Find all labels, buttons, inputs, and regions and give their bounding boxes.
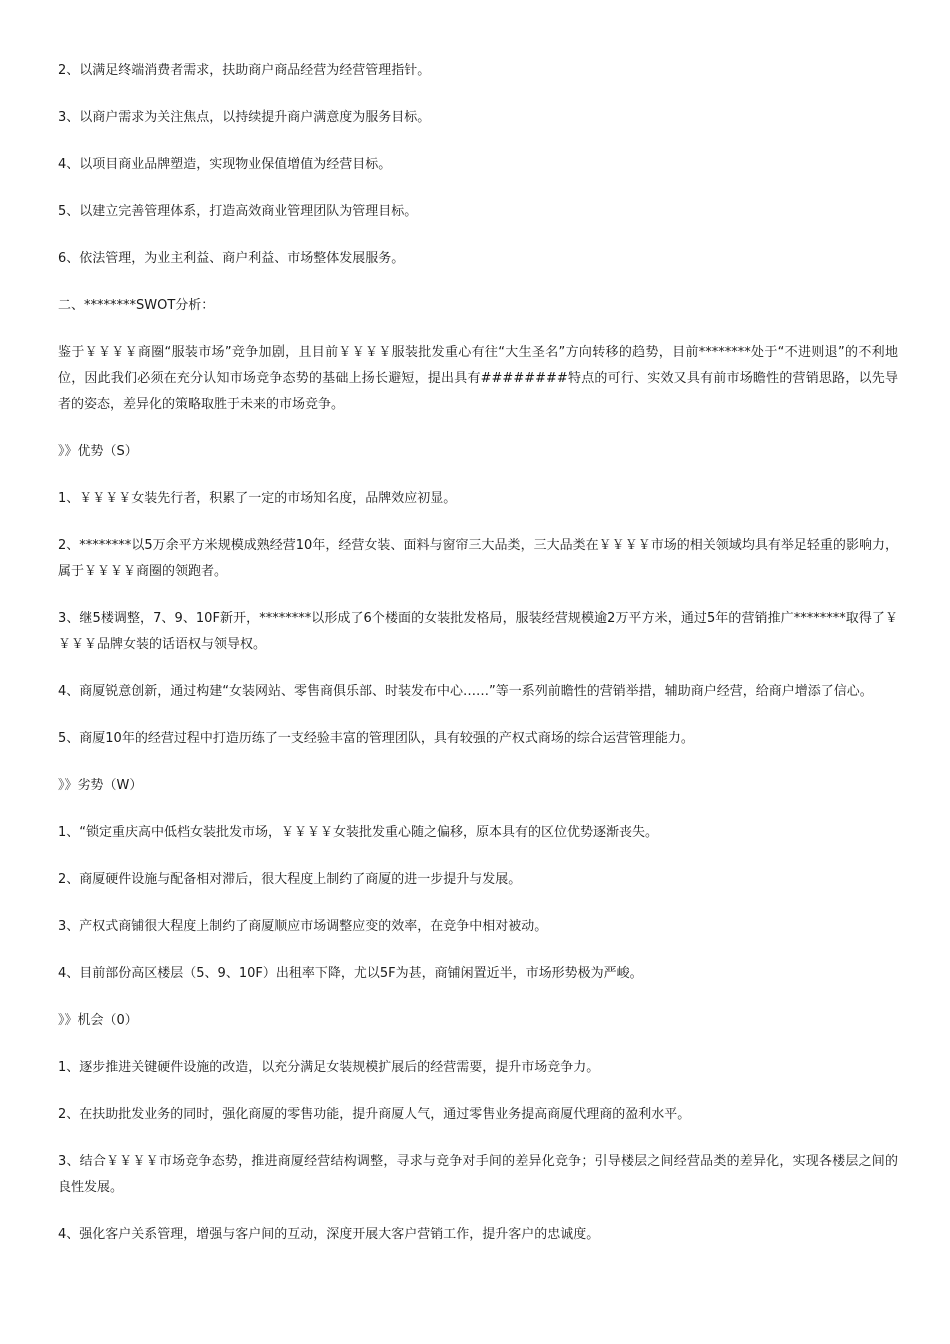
paragraph: 3、产权式商铺很大程度上制约了商厦顺应市场调整应变的效率，在竞争中相对被动。	[58, 919, 548, 934]
paragraph: 3、继5楼调整，7、9、10F新开，********以形成了6个楼面的女装批发格局，服装经营规模逾2万平方米，通过5年的营销推广********取得了￥￥￥￥品牌女装的话语权与领导权。	[58, 611, 898, 652]
paragraph: 4、目前部份高区楼层（5、9、10F）出租率下降，尤以5F为甚，商铺闲置近半，市场形势极为严峻。	[58, 966, 643, 981]
paragraph: 3、以商户需求为关注焦点，以持续提升商户满意度为服务目标。	[58, 110, 431, 125]
paragraph: 5、商厦10年的经营过程中打造历练了一支经验丰富的管理团队，具有较强的产权式商场的综合运营管理能力。	[58, 731, 694, 746]
paragraph: 3、结合￥￥￥￥市场竞争态势，推进商厦经营结构调整，寻求与竞争对手间的差异化竞争；引导楼层之间经营品类的差异化，实现各楼层之间的良性发展。	[58, 1154, 898, 1195]
subsection-heading-strengths: 》》优势（S）	[58, 444, 138, 459]
paragraph: 5、以建立完善管理体系，打造高效商业管理团队为管理目标。	[58, 204, 418, 219]
paragraph: 4、强化客户关系管理，增强与客户间的互动，深度开展大客户营销工作，提升客户的忠诚度。	[58, 1227, 600, 1242]
document-body	[58, 58, 898, 1269]
paragraph: 2、以满足终端消费者需求，扶助商户商品经营为经营管理指针。	[58, 63, 431, 78]
paragraph: 2、********以5万余平方米规模成熟经营10年，经营女装、面料与窗帘三大品类，三大品类在￥￥￥￥市场的相关领域均具有举足轻重的影响力，属于￥￥￥￥商圈的领跑者。	[58, 538, 898, 579]
paragraph: 1、逐步推进关键硬件设施的改造，以充分满足女装规模扩展后的经营需要，提升市场竞争力。	[58, 1060, 600, 1075]
paragraph: 2、商厦硬件设施与配备相对滞后，很大程度上制约了商厦的进一步提升与发展。	[58, 872, 522, 887]
subsection-heading-weaknesses: 》》劣势（W）	[58, 778, 143, 793]
paragraph: 1、￥￥￥￥女装先行者，积累了一定的市场知名度，品牌效应初显。	[58, 491, 457, 506]
paragraph: 4、商厦锐意创新，通过构建“女装网站、零售商俱乐部、时装发布中心……”等一系列前瞻性的营销举措，辅助商户经营，给商户增添了信心。	[58, 684, 873, 699]
paragraph: 鉴于￥￥￥￥商圈“服装市场”竞争加剧，且目前￥￥￥￥服装批发重心有往“大生圣名”方向转移的趋势，目前********处于“不进则退”的不利地位，因此我们必须在充分认知市场竞争态势的基础上扬长避短，提出具有########特点的可行、实效又具有前市场瞻性的营销思路，以先导者的姿态，差异化的策略取胜于未来的市场竞争。	[58, 345, 898, 412]
paragraph: 4、以项目商业品牌塑造，实现物业保值增值为经营目标。	[58, 157, 392, 172]
paragraph: 6、依法管理，为业主利益、商户利益、市场整体发展服务。	[58, 251, 405, 266]
paragraph: 1、“锁定重庆高中低档女装批发市场，￥￥￥￥女装批发重心随之偏移，原本具有的区位优势逐渐丧失。	[58, 825, 659, 840]
subsection-heading-opportunities: 》》机会（0）	[58, 1013, 138, 1028]
section-heading: 二、********SWOT分析：	[58, 298, 215, 313]
paragraph: 2、在扶助批发业务的同时，强化商厦的零售功能，提升商厦人气，通过零售业务提高商厦代理商的盈利水平。	[58, 1107, 691, 1122]
